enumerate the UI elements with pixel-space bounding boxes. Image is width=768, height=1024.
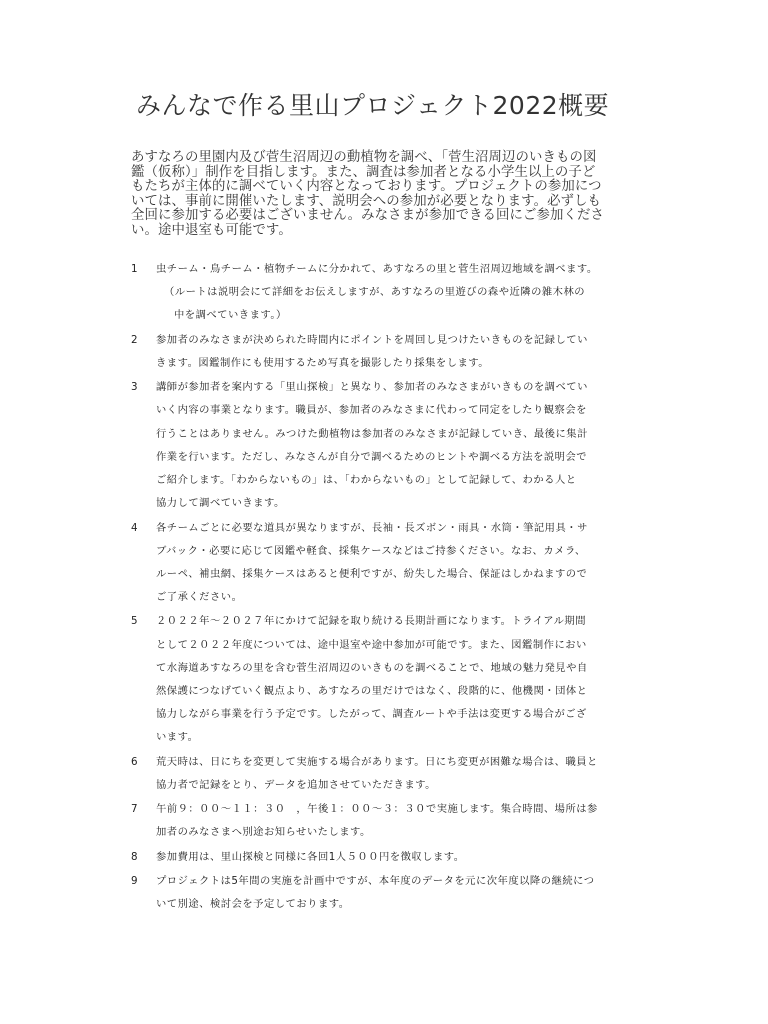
list-item-number: 1 <box>131 263 138 275</box>
list-item-number: 2 <box>131 333 138 346</box>
intro-line: いては、事前に開催いたします、説明会への参加が必要となります。必ずしも <box>131 193 602 209</box>
list-item-line: として２０２２年度については、途中退室や途中参加が可能です。また、図鑑制作におい <box>156 638 587 651</box>
list-item-number: 6 <box>131 755 138 768</box>
list-item-line: 荒天時は、日にちを変更して実施する場合があります。日にち変更が困難な場合は、職員と <box>156 755 598 768</box>
list-item-line: 参加者のみなさまが決められた時間内にポイントを周回し見つけたいきものを記録してい <box>156 333 588 346</box>
list-item-line: 参加費用は、里山探検と同様に各回1人５００円を徴収します。 <box>156 850 465 863</box>
list-item-line: ２０２２年〜２０２７年にかけて記録を取り続ける長期計画になります。トライアル期間 <box>156 615 587 628</box>
list-item <box>131 329 631 375</box>
list-item-line: 各チームごとに必要な道具が異なりますが、長袖・長ズボン・雨具・水筒・筆記用具・サ <box>156 521 588 534</box>
list-item-line: プロジェクトは5年間の実施を計画中ですが、本年度のデータを元に次年度以降の継続につ <box>156 875 595 888</box>
list-item <box>131 751 631 797</box>
list-item-line: ご了承ください。 <box>156 591 243 604</box>
list-item <box>131 870 631 916</box>
list-item-line: ご紹介します。「わからないもの」は、「わからないもの」として記録して、わかる人と <box>156 474 577 487</box>
list-item-line: いて別途、検討会を予定しております。 <box>156 898 350 911</box>
list-item-number: 9 <box>131 875 138 888</box>
list-item <box>131 610 631 749</box>
list-item-line: （ルートは説明会にて詳細をお伝えしますが、あすなろの里遊びの森や近隣の雑木林の <box>164 286 586 299</box>
page-title: みんなで作る里山プロジェクト2022概要 <box>136 91 610 120</box>
list-item-number: 4 <box>131 521 138 534</box>
list-item-line: 虫チーム・鳥チーム・植物チームに分かれて、あすなろの里と菅生沼周辺地域を調べます。 <box>156 263 598 275</box>
list-item-line: ブバック・必要に応じて図鑑や軽食、採集ケースなどはご持参ください。なお、カメラ、 <box>156 544 586 557</box>
list-item-line: 講師が参加者を案内する「里山探検」と異なり、参加者のみなさまがいきものを調べてい <box>156 381 588 394</box>
list-item-number: 5 <box>131 615 138 628</box>
intro-line: い。途中退室も可能です。 <box>131 222 292 238</box>
list-item-line: います。 <box>156 731 199 744</box>
list-item-number: 8 <box>131 850 138 863</box>
intro-line: もたちが主体的に調べていく内容となっております。プロジェクトの参加につ <box>131 179 602 195</box>
list-item-line: 行うことはありません。みつけた動植物は参加者のみなさまが記録していき、最後に集計 <box>156 427 588 440</box>
intro-line: 鑑（仮称）」制作を目指します。また、調査は参加者となる小学生以上の子ど <box>131 164 596 180</box>
list-item-line: 協力者で記録をとり、データを追加させていただきます。 <box>156 778 436 791</box>
list-item <box>131 376 631 515</box>
list-item-number: 3 <box>131 381 138 394</box>
list-item-line: 中を調べていきます。） <box>174 309 287 322</box>
list-item-line: 然保護につなげていく観点より、あすなろの里だけではなく、段階的に、他機関・団体と <box>156 685 588 698</box>
list-item <box>131 258 631 328</box>
list-item-line: 協力しながら事業を行う予定です。したがって、調査ルートや手法は変更する場合がござ <box>156 708 587 721</box>
list-item-line: 協力して調べていきます。 <box>156 497 285 510</box>
numbered-list <box>131 258 631 918</box>
list-item-line: いく内容の事業となります。職員が、参加者のみなさまに代わって同定をしたり観察会を <box>156 404 587 417</box>
list-item <box>131 517 631 610</box>
intro-line: 全回に参加する必要はございません。みなさまが参加できる回にご参加くださ <box>131 208 604 224</box>
list-item-line: 午前９：００〜１１：３０ ，午後１：００〜３：３０で実施します。集合時間、場所は参 <box>156 803 598 816</box>
list-item <box>131 846 631 869</box>
list-item-line: 作業を行います。ただし、みなさんが自分で調べるためのヒントや調べる方法を説明会で <box>156 450 588 463</box>
intro-paragraph <box>131 151 643 239</box>
list-item <box>131 798 631 844</box>
list-item-line: きます。図鑑制作にも使用するため写真を撮影したり採集をします。 <box>156 356 490 369</box>
list-item-line: 加者のみなさまへ別途お知らせいたします。 <box>156 826 371 839</box>
list-item-number: 7 <box>131 803 138 816</box>
intro-line: あすなろの里園内及び菅生沼周辺の動植物を調べ、「菅生沼周辺のいきもの図 <box>131 150 597 165</box>
list-item-line: ルーペ、補虫網、採集ケースはあると便利ですが、紛失した場合、保証はしかねますので <box>156 567 588 580</box>
list-item-line: て水海道あすなろの里を含む菅生沼周辺のいきものを調べることで、地域の魅力発見や自 <box>156 661 588 674</box>
